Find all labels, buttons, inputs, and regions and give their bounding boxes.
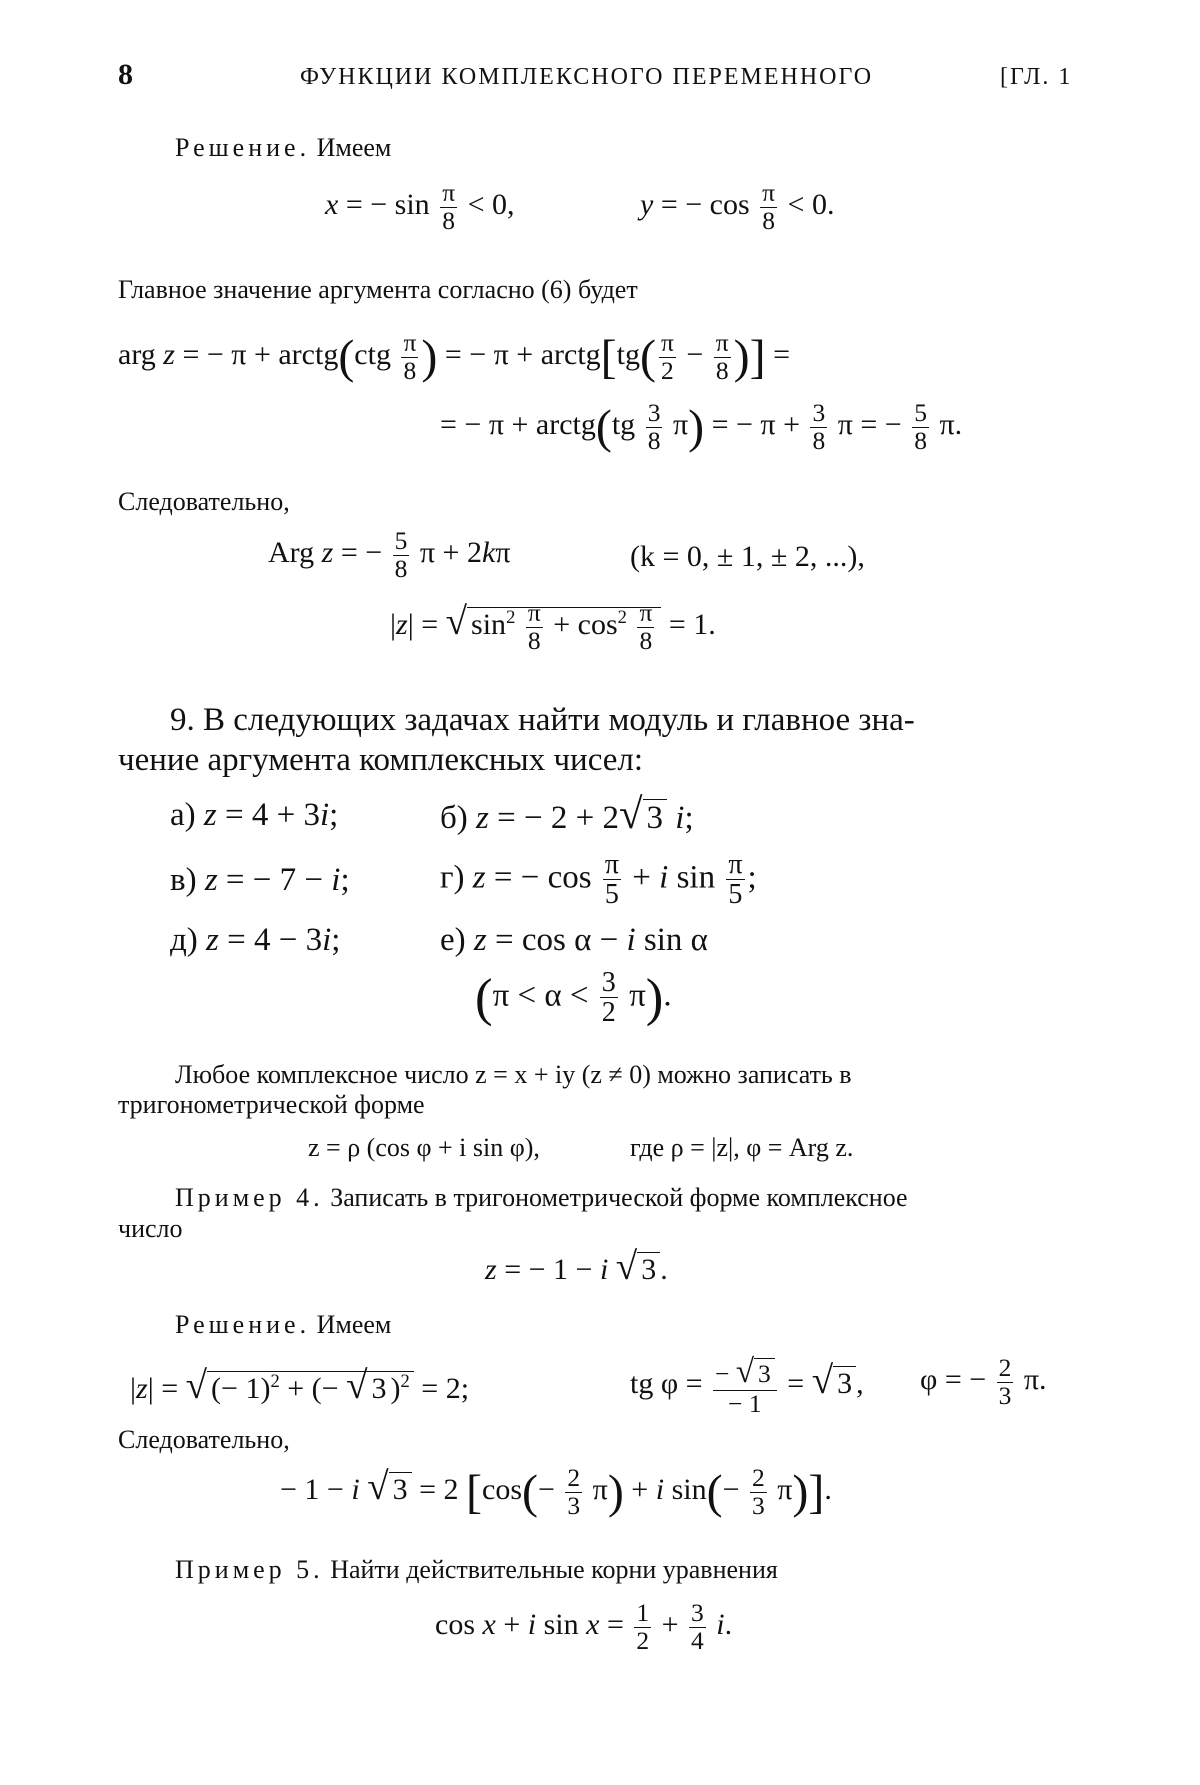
- principal-arg-text: Главное значение аргумента согласно (6) будет: [118, 275, 638, 304]
- trig-where: где ρ = |z|, φ = Arg z.: [630, 1133, 854, 1162]
- item-d: д) z = 4 − 3i;: [170, 922, 341, 958]
- problem9-line2: чение аргумента комплексных чисел:: [118, 742, 644, 778]
- item-e: е) z = cos α − i sin α: [440, 922, 708, 958]
- example5-formula: cos x + i sin x = $\frac{1}{2}$ + $\frac{3}{4}$ i.: [435, 1598, 733, 1655]
- arg-general: Arg z = − $\frac{5}{8}$ π + 2kπ: [268, 526, 511, 583]
- problem-number: 9.: [170, 702, 195, 738]
- item-a: а) z = 4 + 3i;: [170, 797, 339, 833]
- consequently2-formula: − 1 − i √ 3 = 2 [cos(− $\frac{2}{3}$ π) + i sin(− $\frac{2}{3}$ π)].: [280, 1463, 832, 1520]
- example4-line1: [175, 1183, 908, 1213]
- solution2-label: Решение.: [175, 1310, 311, 1339]
- example4-formula: z = − 1 − i √ 3 .: [485, 1245, 668, 1288]
- solution2-modulus: |z| = √ (− 1)$^2$ + (− √ 3 )$^2$ = 2;: [130, 1364, 470, 1407]
- solution2-text: Имеем: [316, 1310, 392, 1339]
- solution2-phi: φ = − $\frac{2}{3}$ π.: [920, 1353, 1047, 1410]
- consequently1-text: Следовательно,: [118, 487, 290, 516]
- example5-line: [175, 1555, 778, 1585]
- trig-form-line2: тригонометрической форме: [118, 1090, 425, 1119]
- k-values: (k = 0, ± 1, ± 2, ...),: [630, 540, 865, 573]
- example5-label: Пример 5.: [175, 1555, 324, 1584]
- chapter-label: [ГЛ. 1: [1000, 64, 1073, 90]
- equation-y: y = − cos $\frac{\pi}{8}$ < 0.: [640, 178, 835, 235]
- solution2-tg: tg φ = $\frac{- √ 3}{- 1}$ = √ 3 ,: [630, 1353, 864, 1418]
- item-e-condition: (π < α < $\frac{3}{2}$ π).: [475, 967, 672, 1029]
- solution-text: Имеем: [316, 133, 392, 162]
- problem-statement-1: В следующих задачах найти модуль и главное зна-: [203, 702, 915, 738]
- page-header: [0, 58, 1200, 98]
- trig-form-line1: Любое комплексное число z = x + iy (z ≠ 0) можно записать в: [175, 1060, 852, 1089]
- principal-arg-line2: = − π + arctg(tg $\frac{3}{8}$ π) = − π + $\frac{3}{8}$ π = − $\frac{5}{8}$ π.: [440, 398, 963, 455]
- example4-line2: число: [118, 1214, 183, 1243]
- example4-text: Записать в тригонометрической форме комплексное: [330, 1183, 908, 1212]
- problem9-line1: [170, 700, 915, 740]
- solution-label: Решение.: [175, 133, 311, 162]
- page-number: 8: [118, 58, 133, 91]
- consequently2-text: Следовательно,: [118, 1425, 290, 1454]
- trig-formula: z = ρ (cos φ + i sin φ),: [308, 1133, 540, 1162]
- item-v: в) z = − 7 − i;: [170, 862, 350, 898]
- principal-arg-line1: arg z = − π + arctg(ctg $\frac{\pi}{8}$ ) = − π + arctg[tg( $\frac{\pi}{2}$ − $\frac{\pi}{8}$ )] =: [118, 328, 791, 385]
- solution1-heading: [175, 133, 391, 163]
- solution2-heading: [175, 1310, 391, 1340]
- example5-text: Найти действительные корни уравнения: [330, 1555, 778, 1584]
- example4-label: Пример 4.: [175, 1183, 324, 1212]
- item-b: б) z = − 2 + 2√ 3 i;: [440, 791, 694, 838]
- running-title: ФУНКЦИИ КОМПЛЕКСНОГО ПЕРЕМЕННОГО: [300, 64, 874, 90]
- item-g: г) z = − cos $\frac{\pi}{5}$ + i sin $\frac{\pi}{5}$ ;: [440, 849, 757, 911]
- modulus-eq: |z| = √ $\sin^2$ $\frac{\pi}{8}$ + $\cos^2$ $\frac{\pi}{8}$ = 1.: [390, 598, 716, 655]
- equation-x: x = − sin $\frac{\pi}{8}$ < 0,: [325, 178, 515, 235]
